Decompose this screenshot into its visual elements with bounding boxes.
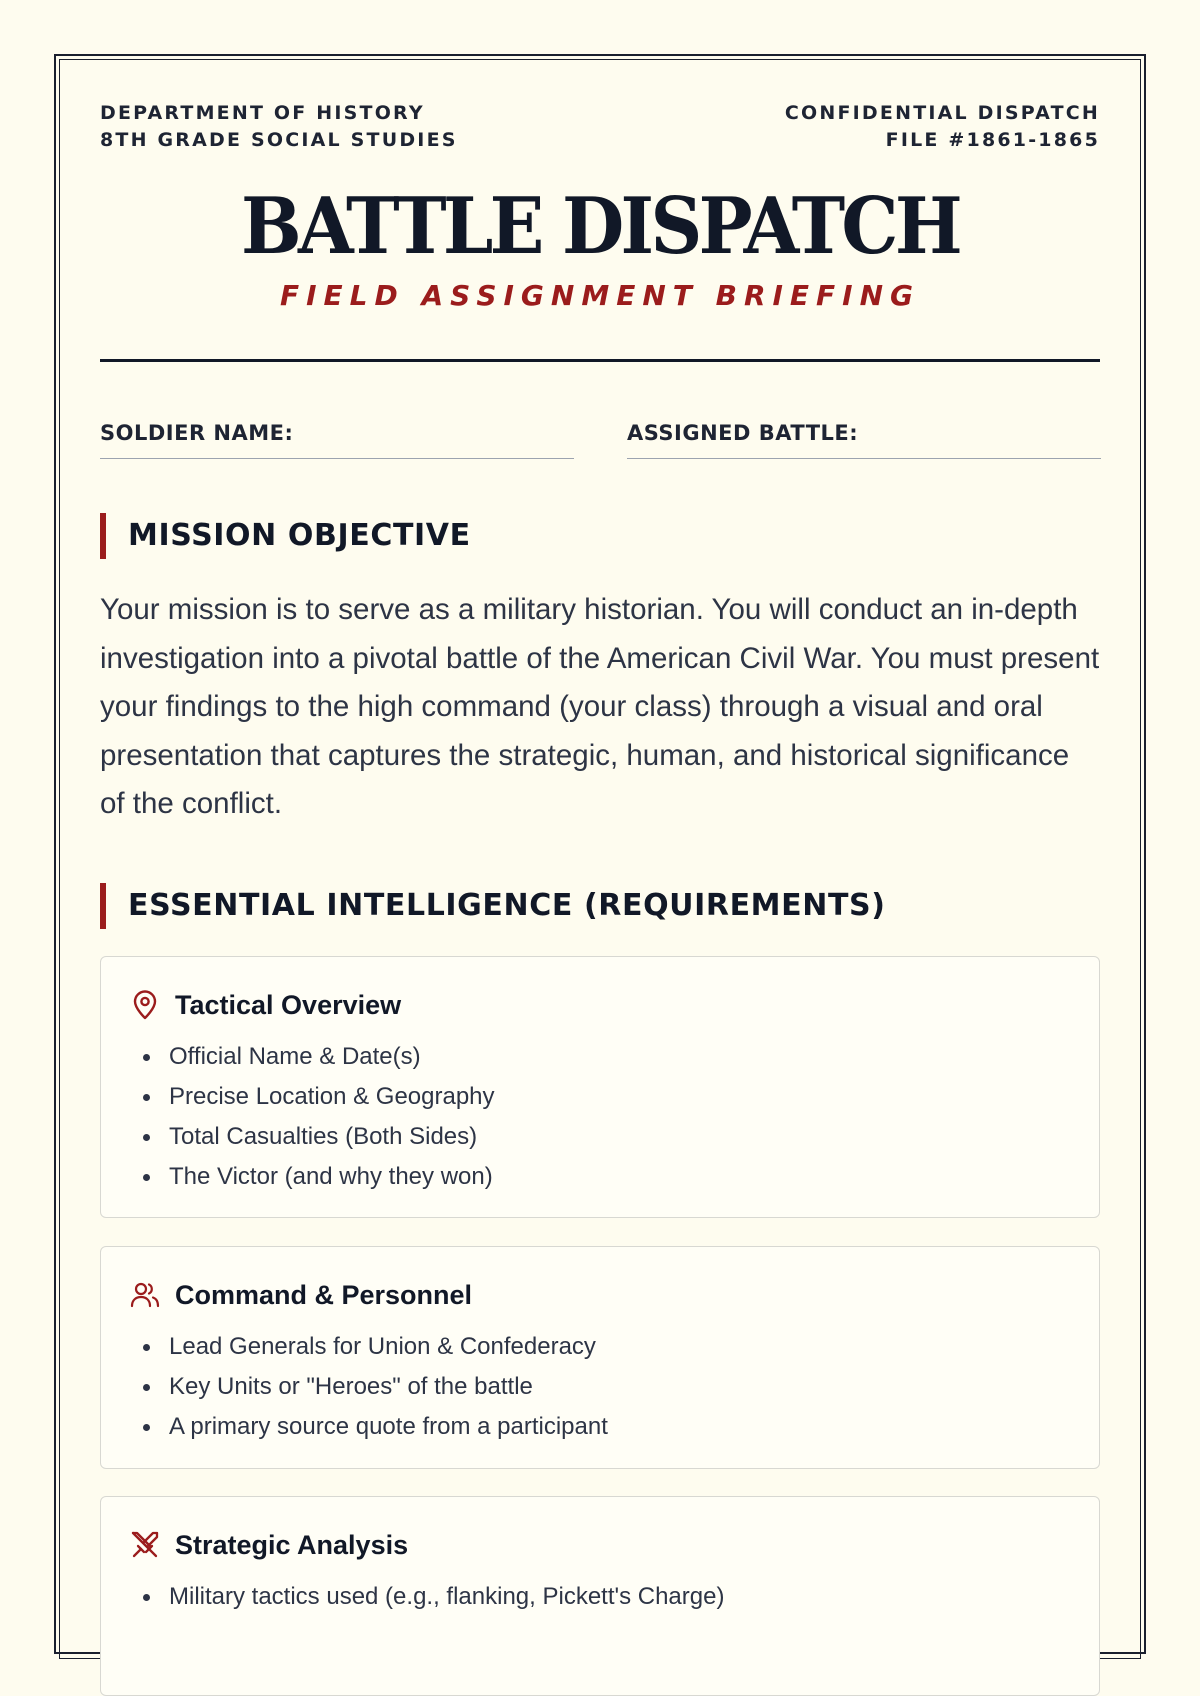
page-title: BATTLE DISPATCH: [240, 181, 960, 272]
essential-intelligence-heading: ESSENTIAL INTELLIGENCE (REQUIREMENTS): [100, 883, 1100, 929]
requirement-list: [129, 1037, 495, 1197]
list-item: Lead Generals for Union & Confederacy: [129, 1327, 608, 1367]
strategic-analysis-card: [100, 1496, 1100, 1696]
mission-objective-heading: MISSION OBJECTIVE: [100, 513, 1100, 559]
page-subtitle: FIELD ASSIGNMENT BRIEFING: [279, 279, 921, 312]
list-item: A primary source quote from a participant: [129, 1407, 608, 1447]
card-title: Tactical Overview: [175, 989, 402, 1020]
mission-objective-text: Your mission is to serve as a military historian. You will conduct an in-depth investigation into a pivotal battle of the American Civil War. You must present your findings to the high command (your class) through a visual and oral presentation that captures the strategic, human, and historical significance of the conflict.: [100, 593, 1100, 820]
assigned-battle-field[interactable]: [627, 418, 1101, 459]
list-item: The Victor (and why they won): [129, 1157, 495, 1197]
list-item: Key Units or "Heroes" of the battle: [129, 1367, 608, 1407]
department-label: DEPARTMENT OF HISTORY: [100, 102, 425, 124]
list-item: Official Name & Date(s): [129, 1037, 495, 1077]
command-personnel-card: [100, 1246, 1100, 1469]
list-item: Military tactics used (e.g., flanking, Pickett's Charge): [129, 1577, 724, 1617]
card-title: Strategic Analysis: [175, 1529, 409, 1560]
crossed-swords-icon: [129, 1529, 161, 1561]
soldier-name-field[interactable]: [100, 418, 574, 459]
card-header: [129, 985, 401, 1025]
assigned-battle-label: ASSIGNED BATTLE:: [627, 421, 859, 445]
card-header: [129, 1275, 472, 1315]
list-item: Precise Location & Geography: [129, 1077, 495, 1117]
users-icon: [129, 1279, 161, 1311]
soldier-name-label: SOLDIER NAME:: [100, 421, 294, 445]
map-pin-icon: [129, 989, 161, 1021]
card-header: [129, 1525, 408, 1565]
department-block: [100, 100, 458, 154]
requirement-list: [129, 1577, 724, 1617]
file-number-label: FILE #1861-1865: [885, 129, 1100, 151]
title-divider: [100, 359, 1100, 362]
classification-block: [785, 100, 1100, 154]
card-title: Command & Personnel: [175, 1279, 473, 1310]
list-item: Total Casualties (Both Sides): [129, 1117, 495, 1157]
classification-label: CONFIDENTIAL DISPATCH: [784, 102, 1100, 124]
requirement-list: [129, 1327, 608, 1447]
course-label: 8TH GRADE SOCIAL STUDIES: [100, 129, 458, 151]
tactical-overview-card: [100, 956, 1100, 1218]
